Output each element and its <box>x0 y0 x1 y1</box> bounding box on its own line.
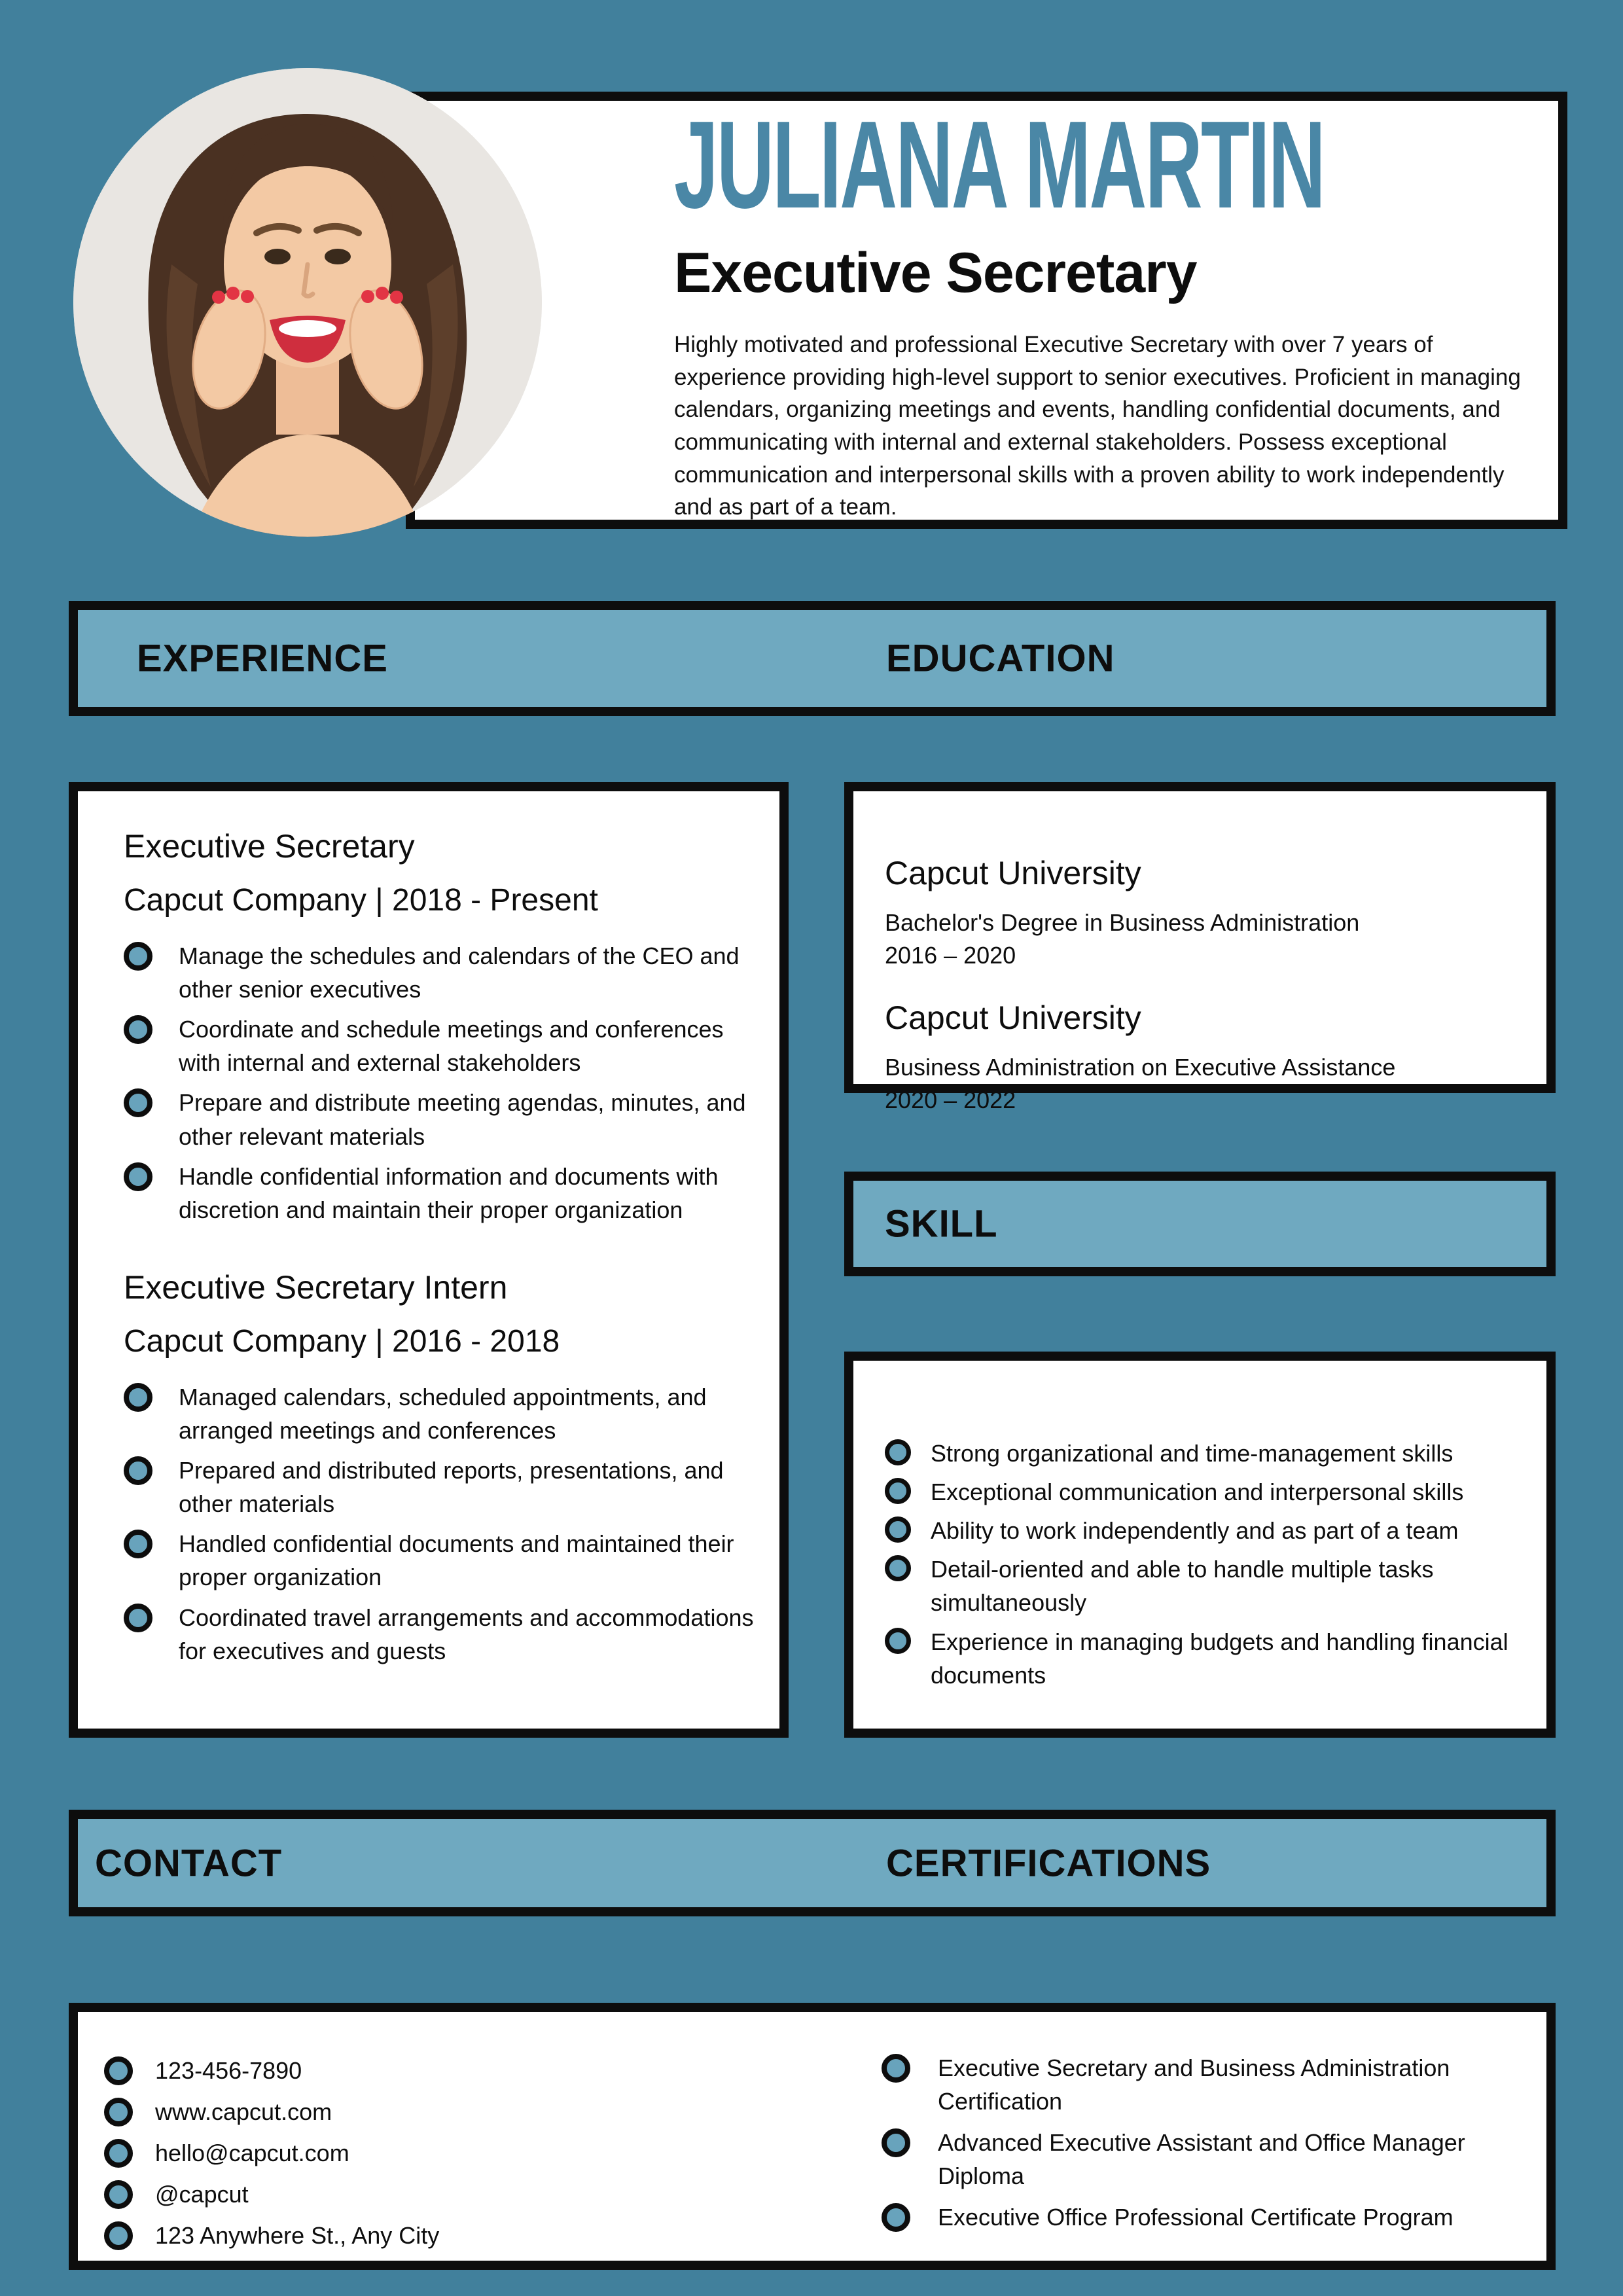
section-title-experience: EXPERIENCE <box>137 637 388 680</box>
social-bullet-icon <box>104 2180 133 2209</box>
certifications-column <box>882 2051 1536 2242</box>
job-bullet-list <box>124 1380 772 1668</box>
job-bullet-list <box>124 939 772 1227</box>
bullet-icon <box>124 1604 152 1632</box>
bullet-icon <box>885 1439 911 1465</box>
contact-certifications-card <box>69 2003 1556 2270</box>
list-item: Prepare and distribute meeting agendas, minutes, and other relevant materials <box>124 1086 772 1153</box>
address-bullet-icon <box>104 2221 133 2250</box>
education-dates: 2016 – 2020 <box>885 941 1016 969</box>
section-bar-skill <box>844 1172 1556 1276</box>
section-title-skill: SKILL <box>885 1202 998 1246</box>
experience-job <box>124 1268 772 1668</box>
education-item <box>885 854 1527 971</box>
profile-photo <box>73 68 542 537</box>
street-address: 123 Anywhere St., Any City <box>155 2222 440 2250</box>
school-name: Capcut University <box>885 999 1141 1037</box>
list-item <box>104 2219 439 2252</box>
bullet-icon <box>124 1162 152 1191</box>
phone-number: 123-456-7890 <box>155 2057 302 2084</box>
bullet-icon <box>124 1456 152 1485</box>
section-title-contact: CONTACT <box>95 1842 283 1884</box>
list-item <box>104 2095 439 2128</box>
list-item <box>104 2054 439 2087</box>
list-item: Advanced Executive Assistant and Office Manager Diploma <box>882 2126 1536 2193</box>
website-bullet-icon <box>104 2098 133 2126</box>
list-item: Managed calendars, scheduled appointments, and arranged meetings and conferences <box>124 1380 772 1447</box>
bullet-icon <box>124 1088 152 1117</box>
bullet-icon <box>882 2054 910 2083</box>
email-address: hello@capcut.com <box>155 2140 349 2167</box>
education-dates: 2020 – 2022 <box>885 1086 1016 1114</box>
list-item: Executive Office Professional Certificate Program <box>882 2200 1536 2234</box>
section-bar-experience-education <box>69 601 1556 716</box>
list-item: Strong organizational and time-management skills <box>885 1437 1536 1470</box>
list-item: Coordinated travel arrangements and accommodations for executives and guests <box>124 1601 772 1668</box>
bullet-icon <box>882 2128 910 2157</box>
bullet-icon <box>124 1015 152 1044</box>
list-item: Detail-oriented and able to handle multiple tasks simultaneously <box>885 1552 1536 1619</box>
degree-name: Business Administration on Executive Assistance <box>885 1054 1396 1081</box>
section-title-education: EDUCATION <box>886 637 1115 680</box>
job-role: Executive Secretary Intern <box>124 1268 508 1306</box>
bullet-icon <box>124 1383 152 1412</box>
phone-bullet-icon <box>104 2056 133 2085</box>
bullet-icon <box>885 1628 911 1654</box>
bullet-icon <box>885 1555 911 1581</box>
education-card <box>844 782 1556 1114</box>
list-item <box>104 2178 439 2211</box>
email-bullet-icon <box>104 2139 133 2168</box>
experience-card <box>69 782 789 1738</box>
job-role: Executive Secretary <box>124 828 415 865</box>
list-item: Coordinate and schedule meetings and conferences with internal and external stakeholders <box>124 1013 772 1079</box>
certifications-list <box>882 2051 1536 2234</box>
skills-card <box>844 1352 1556 1738</box>
job-company-dates: Capcut Company | 2016 - 2018 <box>124 1323 560 1359</box>
list-item: Exceptional communication and interpersonal skills <box>885 1475 1536 1509</box>
contact-list <box>104 2054 439 2253</box>
name-heading: JULIANA MARTIN <box>674 96 1325 234</box>
bullet-icon <box>882 2203 910 2232</box>
contact-column <box>104 2054 439 2261</box>
social-handle: @capcut <box>155 2181 249 2208</box>
website-url: www.capcut.com <box>155 2098 332 2126</box>
list-item: Ability to work independently and as part of a team <box>885 1514 1536 1547</box>
portrait-illustration <box>73 68 542 537</box>
list-item: Experience in managing budgets and handling financial documents <box>885 1625 1536 1692</box>
degree-name: Bachelor's Degree in Business Administration <box>885 909 1360 936</box>
list-item: Handle confidential information and documents with discretion and maintain their proper organization <box>124 1160 772 1227</box>
job-company-dates: Capcut Company | 2018 - Present <box>124 883 598 918</box>
experience-job <box>124 827 772 1227</box>
school-name: Capcut University <box>885 855 1141 891</box>
education-item <box>885 999 1527 1116</box>
bullet-icon <box>885 1478 911 1504</box>
skills-list <box>885 1437 1536 1692</box>
list-item: Prepared and distributed reports, presentations, and other materials <box>124 1454 772 1520</box>
list-item: Handled confidential documents and maintained their proper organization <box>124 1527 772 1594</box>
section-bar-contact-certifications <box>69 1810 1556 1916</box>
section-title-certifications: CERTIFICATIONS <box>886 1842 1211 1884</box>
bullet-icon <box>124 942 152 971</box>
job-title-heading: Executive Secretary <box>674 242 1197 304</box>
list-item: Executive Secretary and Business Administration Certification <box>882 2051 1536 2118</box>
list-item: Manage the schedules and calendars of the CEO and other senior executives <box>124 939 772 1006</box>
bullet-icon <box>124 1530 152 1558</box>
bullet-icon <box>885 1516 911 1543</box>
summary-paragraph: Highly motivated and professional Executive Secretary with over 7 years of experience providing high-level support to senior executives. Proficient in managing calendars, organizing meetings and events, handling confidential documents, and communicating with internal and external stakeholders. Possess exceptional communication and interpersonal skills with a proven ability to work independently and as part of a team. <box>674 332 1521 520</box>
list-item <box>104 2136 439 2170</box>
